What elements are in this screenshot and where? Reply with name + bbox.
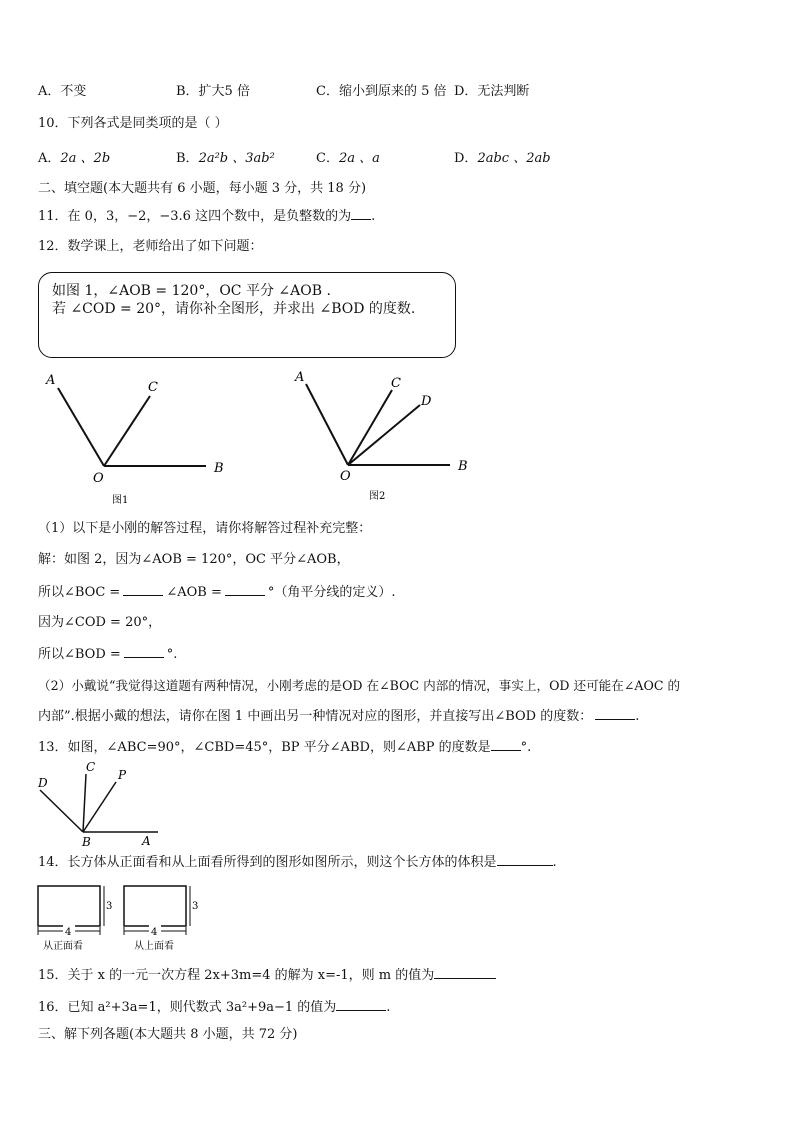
- fig2-ray-oa: [306, 384, 348, 465]
- q10-option-c-expr: 2a 、a: [338, 151, 380, 166]
- q13-text: 13．如图，∠ABC=90°，∠CBD=45°，BP 平分∠ABD，则∠ABP 的度数是: [38, 740, 491, 755]
- q12-boc-blank[interactable]: [225, 583, 265, 596]
- q16-end: .: [386, 1000, 391, 1015]
- fig1-label-o: O: [93, 471, 104, 486]
- q9-option-d: D．无法判断: [454, 84, 530, 99]
- fig2-label-o: O: [340, 469, 351, 484]
- front-height-label: 3: [106, 901, 113, 912]
- section-2-heading: 二、填空题(本大题共有 6 小题，每小题 3 分，共 18 分): [38, 181, 367, 196]
- q9-option-a: A．不变: [38, 84, 87, 99]
- q12-part2-end: .: [635, 709, 640, 724]
- q16-text: 16．已知 a²+3a=1，则代数式 3a²+9a−1 的值为: [38, 1000, 337, 1015]
- fig2-ray-oc: [348, 390, 392, 465]
- q12-solution-line3: 因为∠COD = 20°，: [38, 615, 162, 630]
- q12-part1: （1）以下是小刚的解答过程，请你将解答过程补充完整：: [38, 521, 372, 536]
- q10-option-a-label: A．: [38, 151, 61, 166]
- fig1-ray-oa: [58, 388, 104, 466]
- q14-end: .: [552, 855, 557, 870]
- q10-option-d-label: D．: [454, 151, 478, 166]
- figure-2: [294, 370, 468, 502]
- q10-option-b-expr: 2a²b 、3ab²: [198, 151, 275, 166]
- q10-option-a-expr: 2a 、2b: [60, 151, 111, 166]
- fig2-ray-od: [348, 405, 420, 465]
- q13-label-a: A: [142, 834, 151, 848]
- q15-blank[interactable]: [434, 966, 496, 979]
- figure-1: [45, 373, 224, 506]
- fig2-caption: 图2: [369, 491, 386, 502]
- fig1-ray-oc: [104, 396, 150, 466]
- q12-sol2-c: °（角平分线的定义）.: [267, 585, 396, 600]
- top-view-caption: 从上面看: [134, 941, 174, 952]
- q12-part2-line2: [38, 707, 639, 726]
- problem-box-line2: 若 ∠COD = 20°，请你补全图形，并求出 ∠BOD 的度数.: [52, 301, 416, 317]
- top-height-label: 3: [192, 901, 199, 912]
- front-view-rect: [38, 886, 100, 926]
- q15: [38, 966, 496, 985]
- q13-ray-bd: [40, 790, 83, 832]
- q9-option-c: C．缩小到原来的 5 倍: [316, 84, 447, 99]
- q12-fraction-blank[interactable]: [123, 583, 163, 596]
- q12-part2-line1: （2）小戴说“我觉得这道题有两种情况，小刚考虑的是OD 在∠BOC 内部的情况，事实上，OD 还可能在∠AOC 的: [38, 678, 681, 693]
- q10-option-b-label: B．: [176, 151, 199, 166]
- fig1-label-b: B: [214, 461, 224, 476]
- q10-stem: 10．下列各式是同类项的是（ ）: [38, 116, 228, 131]
- q13-blank[interactable]: [491, 738, 521, 751]
- fig2-label-a: A: [295, 370, 305, 385]
- q13-ray-bp: [83, 782, 116, 832]
- q12-solution-line2: [38, 583, 396, 602]
- q13-label-p: P: [118, 768, 127, 782]
- fig2-label-b: B: [458, 459, 468, 474]
- q12-sol2-a: 所以∠BOC =: [38, 585, 121, 600]
- q14-blank[interactable]: [497, 853, 553, 866]
- q13: [38, 738, 531, 757]
- fig1-caption: 图1: [112, 495, 129, 506]
- problem-box-line1: 如图 1，∠AOB = 120°，OC 平分 ∠AOB .: [52, 283, 331, 299]
- q13-label-b: B: [82, 835, 91, 849]
- q12-part2-blank[interactable]: [595, 707, 635, 720]
- q14-top-view: [124, 886, 198, 952]
- q10-option-d-expr: 2abc 、2ab: [477, 151, 551, 166]
- section-3-heading: 三、解下列各题(本大题共 8 小题，共 72 分): [38, 1027, 298, 1042]
- front-view-caption: 从正面看: [43, 941, 83, 952]
- top-width-label: 4: [151, 927, 158, 938]
- q12-sol2-b: ∠AOB =: [166, 585, 222, 600]
- fig2-label-c: C: [391, 376, 401, 391]
- q12-sol4-a: 所以∠BOD =: [38, 647, 121, 662]
- q12-intro: 12．数学课上，老师给出了如下问题：: [38, 239, 263, 254]
- q15-text: 15．关于 x 的一元一次方程 2x+3m=4 的解为 x=-1，则 m 的值为: [38, 968, 435, 983]
- top-view-rect: [124, 886, 186, 926]
- q12-solution-line1: 解：如图 2，因为∠AOB = 120°，OC 平分∠AOB，: [38, 552, 350, 567]
- q11-text: 11．在 0，3，−2，−3.6 这四个数中，是负整数的为: [38, 209, 352, 224]
- q13-label-c: C: [86, 760, 96, 774]
- fig2-label-d: D: [421, 394, 432, 409]
- q16: [38, 998, 390, 1017]
- q13-ray-bc: [83, 774, 86, 832]
- q14-front-view: [38, 886, 112, 952]
- q13-label-d: D: [38, 776, 48, 790]
- q11-end: .: [371, 209, 376, 224]
- q13-figure: [37, 760, 158, 849]
- q12-part2-text: 内部”.根据小戴的想法，请你在图 1 中画出另一种情况对应的图形，并直接写出∠BOD 的度数：: [38, 709, 593, 724]
- q16-blank[interactable]: [336, 998, 386, 1011]
- q12-solution-line4: [38, 645, 177, 664]
- fig1-label-a: A: [46, 373, 56, 388]
- front-width-label: 4: [65, 927, 72, 938]
- q12-sol4-b: °.: [166, 647, 178, 662]
- fig1-label-c: C: [148, 380, 158, 395]
- q10-option-c-label: C．: [316, 151, 339, 166]
- q9-option-b: B．扩大5 倍: [176, 84, 250, 99]
- q14-text: 14．长方体从正面看和从上面看所得到的图形如图所示，则这个长方体的体积是: [38, 855, 497, 870]
- q12-bod-blank[interactable]: [124, 645, 164, 658]
- q13-end: °.: [520, 740, 532, 755]
- q14: [38, 853, 557, 872]
